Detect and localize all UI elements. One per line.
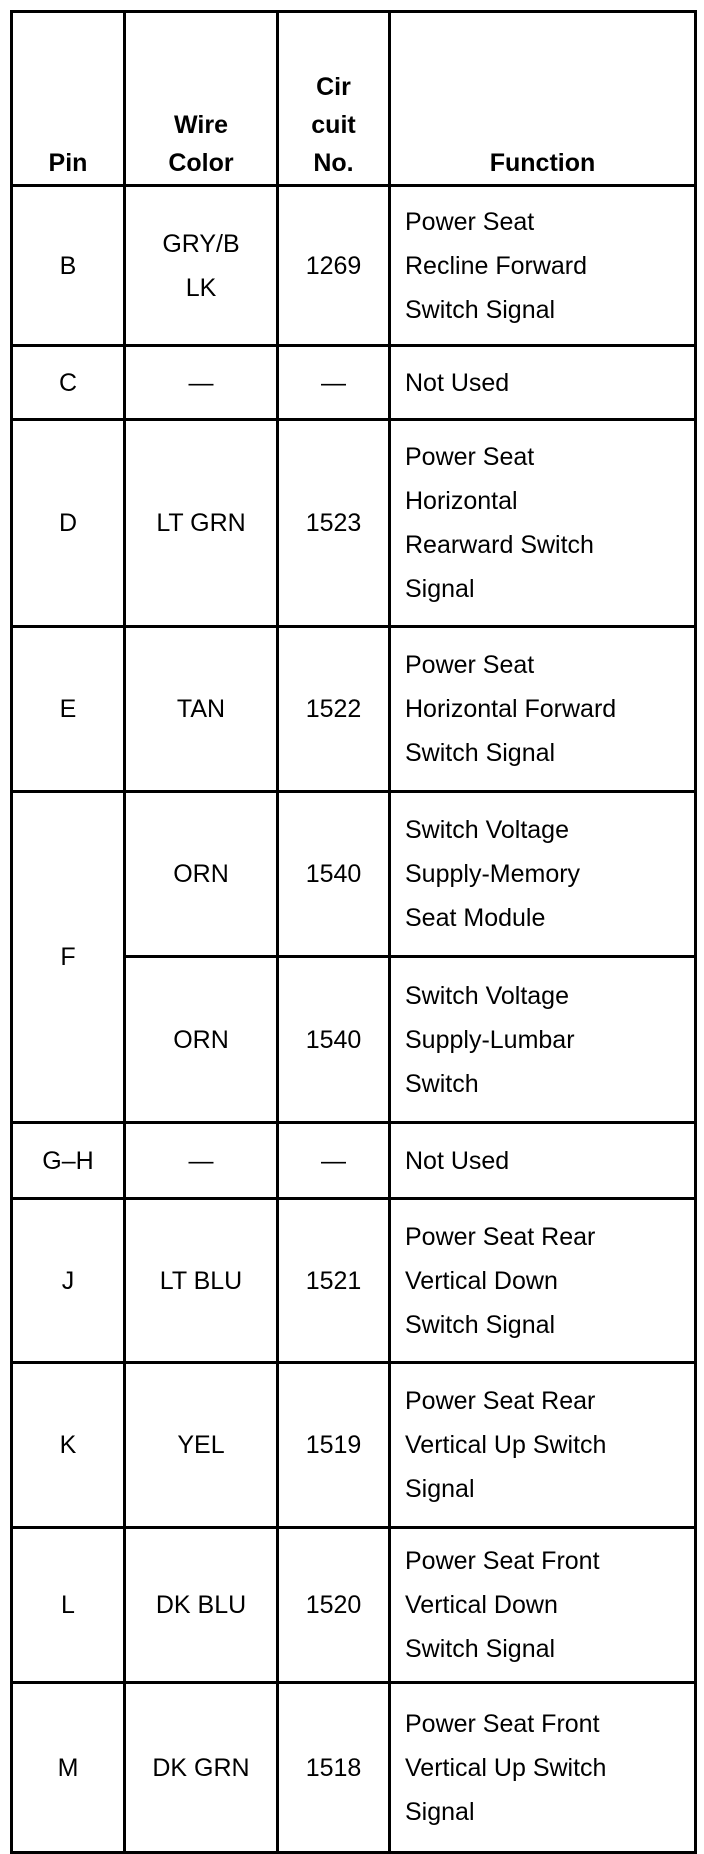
circuit-cell: 1519	[278, 1363, 390, 1528]
function-line: Power Seat Front	[405, 1709, 600, 1738]
table-row	[12, 792, 696, 957]
function-line: Switch Signal	[405, 295, 556, 324]
function-line: Supply-Lumbar	[405, 1025, 575, 1054]
function-cell	[390, 1528, 696, 1683]
function-line: Power Seat Front	[405, 1547, 600, 1575]
wire-color-cell: DK GRN	[125, 1683, 278, 1853]
function-line: Vertical Up Switch	[405, 1431, 607, 1459]
header-circuit-line: Cir	[316, 73, 351, 101]
function-cell: Not Used	[390, 1123, 696, 1199]
connector-pinout-table	[10, 10, 697, 1854]
wire-color-cell: YEL	[125, 1363, 278, 1528]
pin-cell: M	[12, 1683, 125, 1853]
function-line: Signal	[405, 1475, 475, 1503]
function-line: Power Seat	[405, 443, 535, 471]
wire-color-cell: ORN	[125, 792, 278, 957]
table-row	[12, 1199, 696, 1363]
wire-color-line: GRY/B	[162, 229, 240, 258]
function-line: Switch Signal	[405, 739, 556, 767]
pin-cell: F	[12, 792, 125, 1123]
table-row	[12, 186, 696, 346]
pin-cell: G–H	[12, 1123, 125, 1199]
circuit-cell: —	[278, 1123, 390, 1199]
pin-cell: C	[12, 346, 125, 420]
function-line: Signal	[405, 575, 475, 603]
function-cell	[390, 420, 696, 627]
header-function: Function	[390, 12, 696, 186]
wire-color-cell: DK BLU	[125, 1528, 278, 1683]
table-row	[12, 1528, 696, 1683]
table-row	[12, 1363, 696, 1528]
circuit-cell: 1518	[278, 1683, 390, 1853]
function-line: Power Seat	[405, 207, 535, 236]
header-circuit-line: No.	[313, 149, 354, 177]
pin-cell: D	[12, 420, 125, 627]
function-line: Vertical Down	[405, 1266, 558, 1295]
header-circuit-no	[278, 12, 390, 186]
header-wire-color	[125, 12, 278, 186]
function-cell	[390, 186, 696, 346]
function-line: Supply-Memory	[405, 860, 581, 888]
function-cell	[390, 1363, 696, 1528]
function-line: Power Seat Rear	[405, 1387, 596, 1415]
header-circuit-line: cuit	[311, 111, 356, 139]
function-line: Seat Module	[405, 904, 546, 932]
wire-color-line: LK	[185, 273, 217, 302]
wire-color-cell: LT GRN	[125, 420, 278, 627]
function-cell	[390, 1683, 696, 1853]
function-line: Power Seat	[405, 651, 535, 679]
wire-color-cell: —	[125, 346, 278, 420]
wire-color-cell: —	[125, 1123, 278, 1199]
function-line: Power Seat Rear	[405, 1222, 596, 1251]
header-wire-color-line: Color	[168, 149, 234, 177]
function-cell: Not Used	[390, 346, 696, 420]
pin-cell: K	[12, 1363, 125, 1528]
circuit-cell: 1540	[278, 792, 390, 957]
function-line: Switch Signal	[405, 1635, 556, 1663]
function-line: Switch	[405, 1069, 479, 1098]
function-line: Vertical Up Switch	[405, 1753, 607, 1782]
wire-color-cell: ORN	[125, 957, 278, 1123]
function-line: Recline Forward	[405, 251, 588, 280]
circuit-cell: 1523	[278, 420, 390, 627]
table-row	[12, 1683, 696, 1853]
function-cell	[390, 627, 696, 792]
function-line: Vertical Down	[405, 1591, 558, 1619]
header-wire-color-line: Wire	[174, 111, 228, 139]
table-header	[12, 12, 696, 186]
pin-cell: L	[12, 1528, 125, 1683]
table-body	[12, 186, 696, 1853]
pin-cell: B	[12, 186, 125, 346]
header-pin: Pin	[12, 12, 125, 186]
function-cell	[390, 957, 696, 1123]
wire-color-cell: TAN	[125, 627, 278, 792]
function-line: Rearward Switch	[405, 531, 594, 559]
circuit-cell: 1522	[278, 627, 390, 792]
table-row	[12, 346, 696, 420]
function-cell	[390, 1199, 696, 1363]
function-cell	[390, 792, 696, 957]
circuit-cell: 1521	[278, 1199, 390, 1363]
pin-cell: E	[12, 627, 125, 792]
table-row	[12, 420, 696, 627]
circuit-cell: 1540	[278, 957, 390, 1123]
header-row	[12, 12, 696, 186]
function-line: Switch Voltage	[405, 981, 569, 1010]
function-line: Signal	[405, 1797, 475, 1826]
function-line: Horizontal	[405, 487, 518, 515]
function-line: Switch Signal	[405, 1310, 556, 1339]
circuit-cell: —	[278, 346, 390, 420]
function-line: Horizontal Forward	[405, 695, 617, 723]
table-row	[12, 627, 696, 792]
circuit-cell: 1269	[278, 186, 390, 346]
wire-color-cell: LT BLU	[125, 1199, 278, 1363]
circuit-cell: 1520	[278, 1528, 390, 1683]
function-line: Switch Voltage	[405, 816, 569, 844]
table-row	[12, 1123, 696, 1199]
wire-color-cell	[125, 186, 278, 346]
pin-cell: J	[12, 1199, 125, 1363]
